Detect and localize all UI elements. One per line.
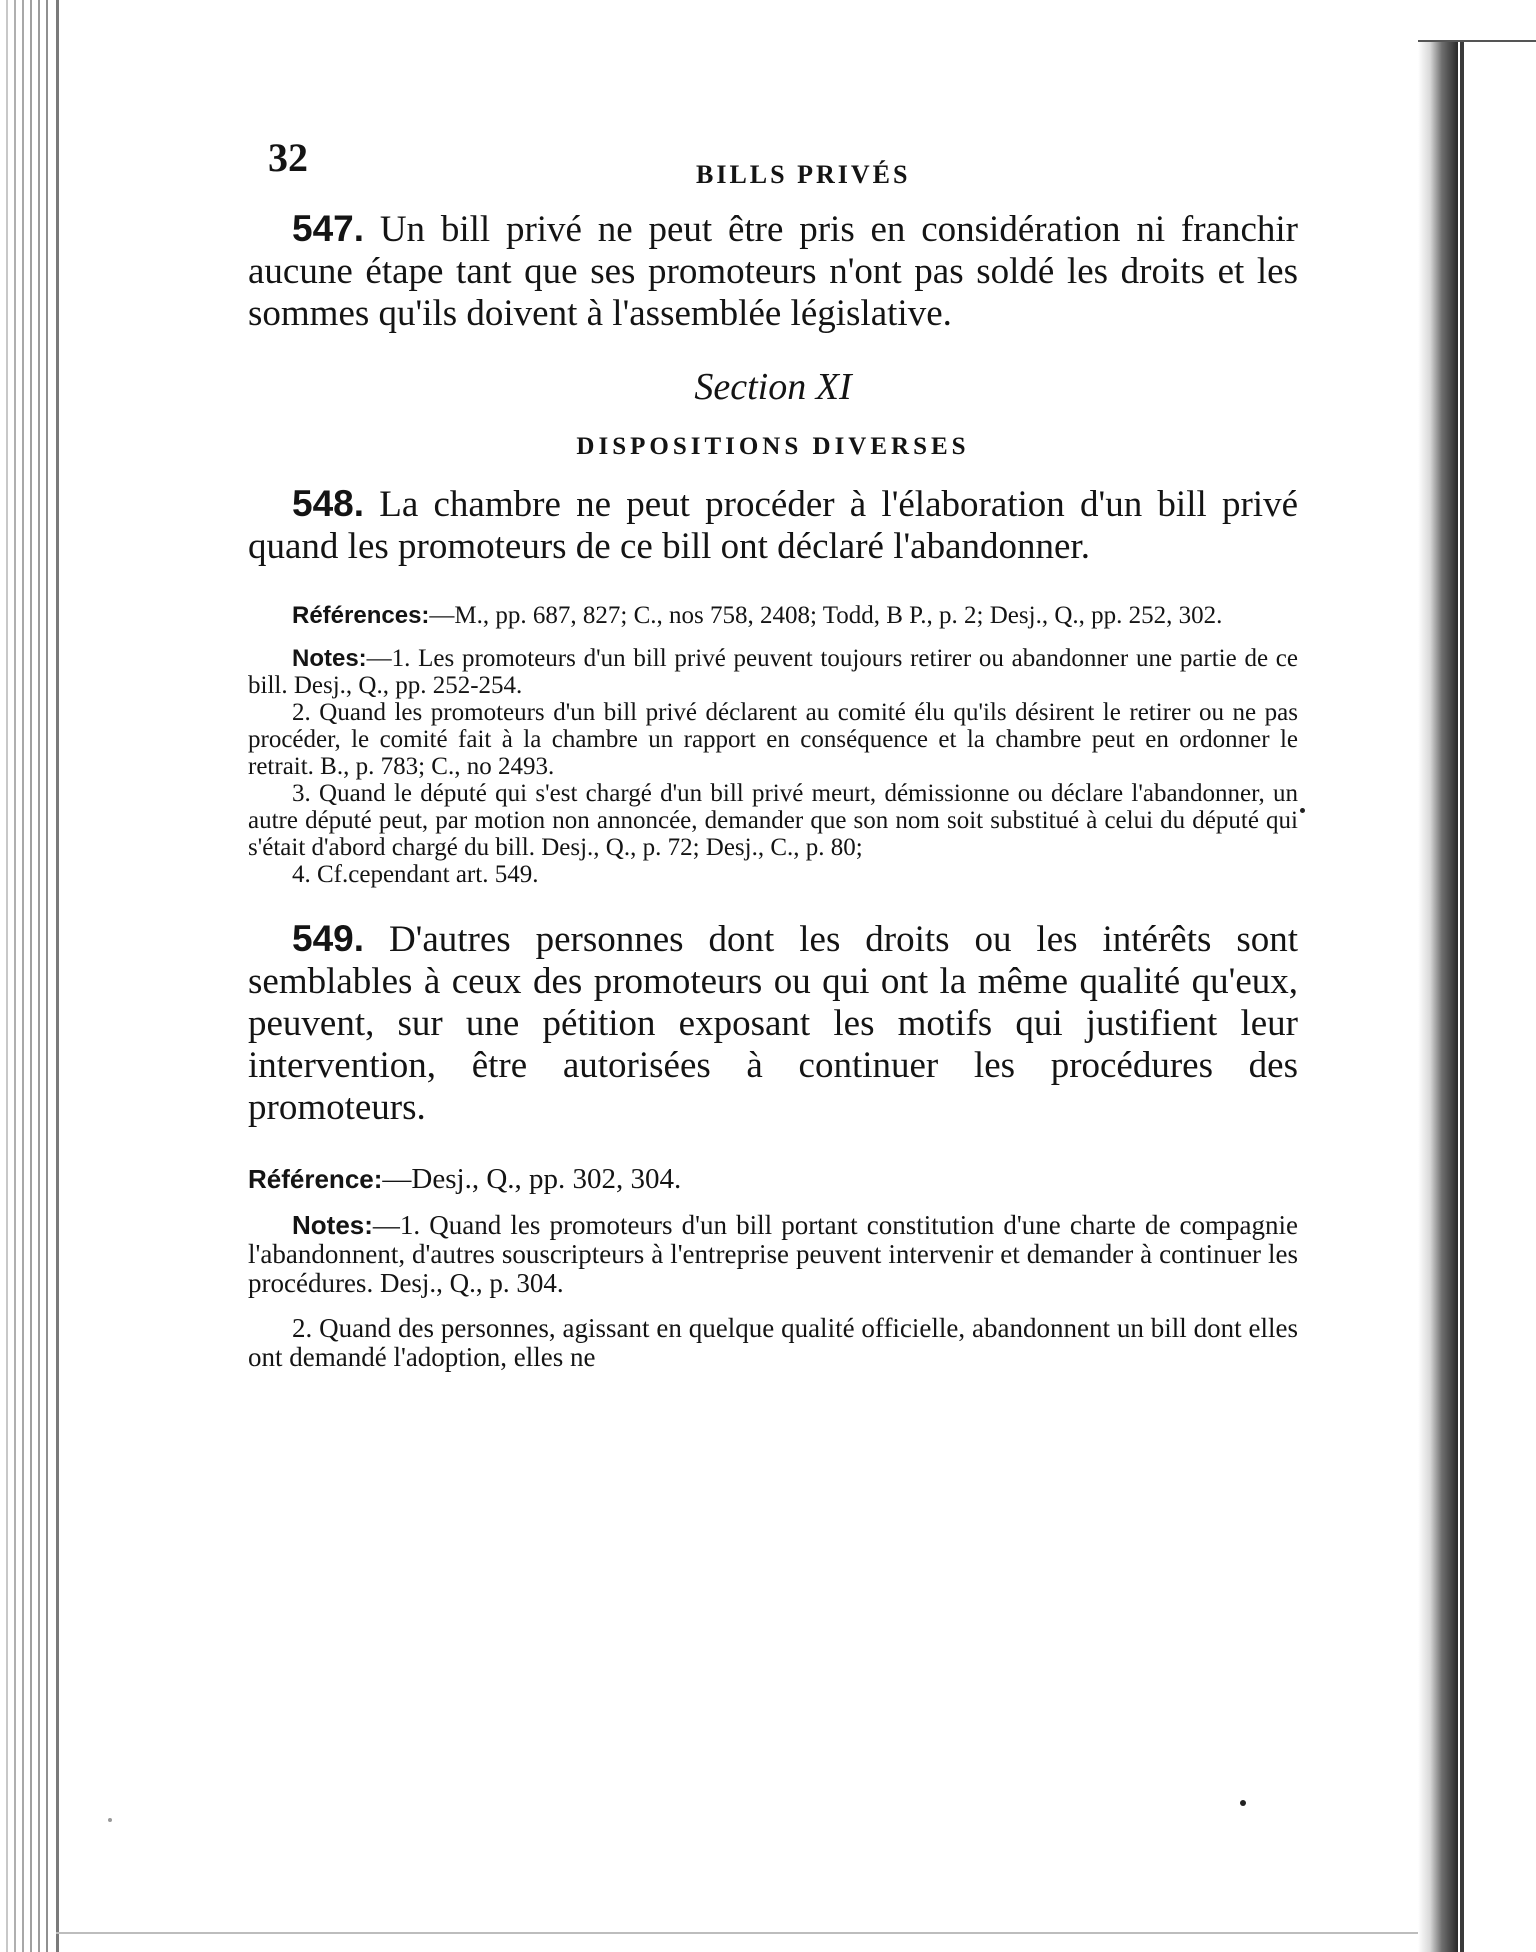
page-content — [248, 120, 1298, 1372]
reference-text: —Desj., Q., pp. 302, 304. — [382, 1163, 682, 1195]
reference-549 — [248, 1163, 1298, 1195]
note-item: 2. Quand les promoteurs d'un bill privé déclarent au comité élu qu'ils désirent le retirer ou ne pas procéder, le comité fait à la chambre un rapport en conséquence et la chambre peut en ordonner le retrait. B., p. 783; C., no 2493. — [248, 699, 1298, 780]
binding-edge — [1460, 40, 1464, 1952]
page-number: 32 — [268, 135, 308, 180]
section-subheading: DISPOSITIONS DIVERSES — [576, 433, 970, 460]
note-item: 2. Quand des personnes, agissant en quelque qualité officielle, abandonnent un bill dont elles ont demandé l'adoption, elles ne — [248, 1313, 1298, 1372]
note-item: 3. Quand le député qui s'est chargé d'un bill privé meurt, démissionne ou déclare l'abandonner, un autre député peut, par motion non annoncée, demander que son nom soit substitué à celui du député qui s'était d'abord chargé du bill. Desj., Q., p. 72; Desj., C., p. 80; — [248, 780, 1298, 861]
article-number: 547. — [292, 208, 365, 249]
article-number: 549. — [292, 918, 365, 959]
references-text: —M., pp. 687, 827; C., nos 758, 2408; Todd, B P., p. 2; Desj., Q., pp. 252, 302. — [429, 602, 1223, 629]
article-text: La chambre ne peut procéder à l'élaboration d'un bill privé quand les promoteurs de ce bill ont déclaré l'abandonner. — [248, 484, 1298, 567]
binding-shadow — [1418, 40, 1458, 1952]
speck — [108, 1818, 112, 1822]
facing-page-edge — [1418, 40, 1536, 42]
article-text: Un bill privé ne peut être pris en considération ni franchir aucune étape tant que ses promoteurs n'ont pas soldé les droits et les sommes qu'ils doivent à l'assemblée législative. — [248, 209, 1298, 334]
note-item: 4. Cf.cependant art. 549. — [292, 861, 539, 888]
references-548 — [248, 602, 1298, 629]
references-label: Références: — [292, 602, 430, 629]
notes-label: Notes: — [292, 1210, 373, 1240]
section-heading: Section XI — [694, 366, 852, 408]
note-item: Notes:—1. Quand les promoteurs d'un bill portant constitution d'une charte de compagnie l'abandonnent, d'autres souscripteurs à l'entreprise peuvent intervenir et demander à continuer les procédures. Desj., Q., p. 304. — [248, 1210, 1298, 1298]
article-549 — [248, 918, 1298, 1129]
speck — [1240, 1800, 1246, 1806]
article-548 — [248, 483, 1298, 568]
notes-549 — [248, 1211, 1298, 1372]
note-item: Notes:—1. Les promoteurs d'un bill privé peuvent toujours retirer ou abandonner une partie de ce bill. Desj., Q., pp. 252-254. — [248, 645, 1298, 699]
article-547 — [248, 208, 1298, 335]
page-bottom-edge — [56, 1932, 1456, 1934]
running-header — [248, 120, 1298, 200]
article-number: 548. — [292, 483, 365, 524]
reference-label: Référence: — [248, 1164, 383, 1194]
running-title: BILLS PRIVÉS — [696, 160, 911, 189]
article-text: D'autres personnes dont les droits ou les intérêts sont semblables à ceux des promoteurs ou qui ont la même qualité qu'eux, peuvent, sur une pétition exposant les motifs qui justifient leur intervention, être autorisées à continuer les procédures des promoteurs. — [248, 919, 1298, 1128]
notes-548 — [248, 645, 1298, 888]
notes-label: Notes: — [292, 645, 367, 672]
speck — [1300, 808, 1305, 813]
page-stack-edges — [0, 0, 72, 1952]
